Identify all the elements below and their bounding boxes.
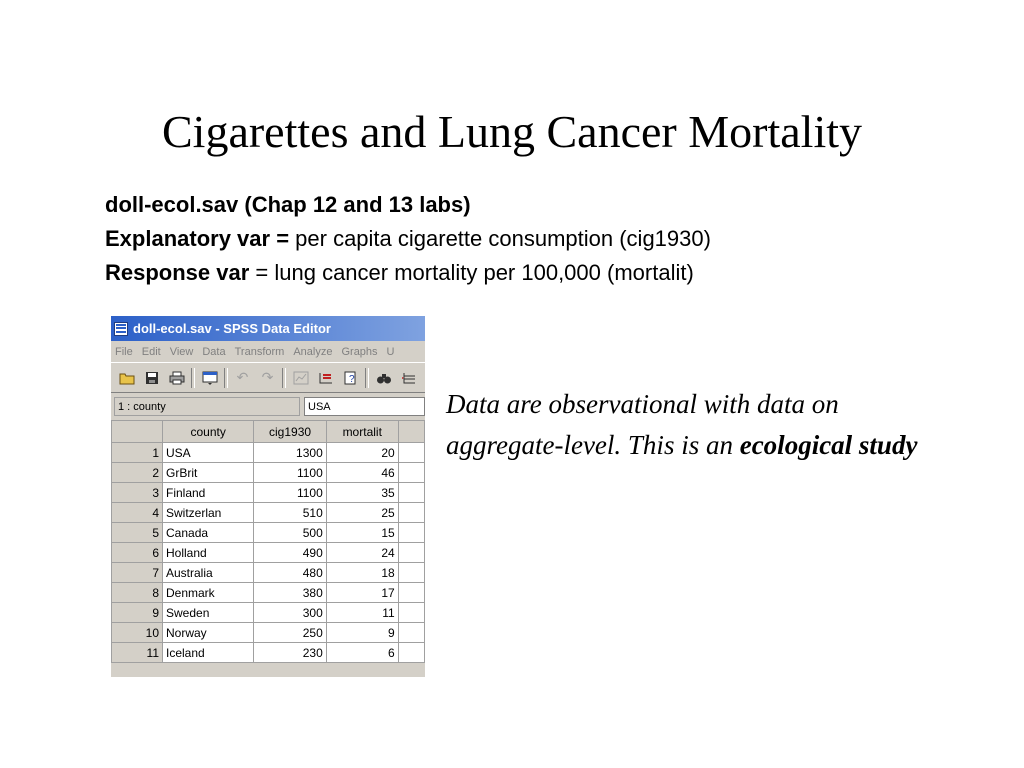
- row-number[interactable]: 4: [112, 503, 163, 523]
- menu-file[interactable]: File: [115, 345, 133, 358]
- row-number[interactable]: 9: [112, 603, 163, 623]
- row-number[interactable]: 7: [112, 563, 163, 583]
- row-number[interactable]: 5: [112, 523, 163, 543]
- table-row: [112, 503, 425, 523]
- column-header-mortalit[interactable]: mortalit: [326, 421, 398, 443]
- cell-empty[interactable]: [398, 603, 424, 623]
- redo-icon[interactable]: ↷: [261, 369, 274, 385]
- cell-county[interactable]: Norway: [163, 623, 254, 643]
- cell-value-input[interactable]: USA: [304, 397, 425, 416]
- cell-mortalit[interactable]: 20: [326, 443, 398, 463]
- cell-cig1930[interactable]: 490: [254, 543, 326, 563]
- cell-empty[interactable]: [398, 543, 424, 563]
- spreadsheet-icon: [114, 322, 128, 336]
- goto-chart-icon[interactable]: [290, 367, 311, 388]
- column-header-cig1930[interactable]: cig1930: [254, 421, 326, 443]
- column-header-empty[interactable]: [398, 421, 424, 443]
- cell-empty[interactable]: [398, 483, 424, 503]
- cell-county[interactable]: Australia: [163, 563, 254, 583]
- cell-cig1930[interactable]: 510: [254, 503, 326, 523]
- cell-cig1930[interactable]: 1100: [254, 483, 326, 503]
- cell-empty[interactable]: [398, 443, 424, 463]
- slide-title: Cigarettes and Lung Cancer Mortality: [161, 106, 863, 157]
- cell-cig1930[interactable]: 1300: [254, 443, 326, 463]
- save-icon[interactable]: [141, 367, 162, 388]
- cell-county[interactable]: Holland: [163, 543, 254, 563]
- table-row: [112, 623, 425, 643]
- print-icon[interactable]: [166, 367, 187, 388]
- cell-cig1930[interactable]: 500: [254, 523, 326, 543]
- cell-mortalit[interactable]: 25: [326, 503, 398, 523]
- row-number[interactable]: 1: [112, 443, 163, 463]
- cell-mortalit[interactable]: 18: [326, 563, 398, 583]
- row-number[interactable]: 11: [112, 643, 163, 663]
- cell-cig1930[interactable]: 380: [254, 583, 326, 603]
- row-number[interactable]: 2: [112, 463, 163, 483]
- toolbar-separator: [224, 368, 228, 388]
- table-row: [112, 563, 425, 583]
- explanatory-line: Explanatory var = per capita cigarette consumption (cig1930): [105, 226, 711, 251]
- row-number[interactable]: 6: [112, 543, 163, 563]
- cell-empty[interactable]: [398, 463, 424, 483]
- menu-edit[interactable]: Edit: [141, 345, 161, 358]
- cell-county[interactable]: Iceland: [163, 643, 254, 663]
- toolbar-separator: [282, 368, 286, 388]
- row-number[interactable]: 8: [112, 583, 163, 603]
- column-header-county[interactable]: county: [163, 421, 254, 443]
- cell-county[interactable]: Canada: [163, 523, 254, 543]
- cell-empty[interactable]: [398, 503, 424, 523]
- goto-case-icon[interactable]: [315, 367, 336, 388]
- cell-mortalit[interactable]: 24: [326, 543, 398, 563]
- row-number[interactable]: 3: [112, 483, 163, 503]
- insert-cases-icon[interactable]: [398, 367, 419, 388]
- undo-icon[interactable]: ↶: [236, 369, 249, 385]
- menu-utilities[interactable]: U: [386, 345, 395, 358]
- cell-county[interactable]: USA: [163, 443, 254, 463]
- cell-mortalit[interactable]: 46: [326, 463, 398, 483]
- cell-county[interactable]: Sweden: [163, 603, 254, 623]
- table-row: [112, 643, 425, 663]
- table-row: [112, 603, 425, 623]
- cell-empty[interactable]: [398, 583, 424, 603]
- cell-mortalit[interactable]: 15: [326, 523, 398, 543]
- cell-empty[interactable]: [398, 523, 424, 543]
- toolbar-separator: [191, 368, 195, 388]
- ecological-study-term: ecological study: [739, 430, 918, 460]
- observational-note: Data are observational with data on aggregate-level. This is an ecological study: [446, 389, 918, 460]
- cell-cig1930[interactable]: 250: [254, 623, 326, 643]
- toolbar: [111, 362, 425, 393]
- table-row: [112, 483, 425, 503]
- cell-empty[interactable]: [398, 623, 424, 643]
- spss-data-editor-window: [111, 316, 425, 677]
- cell-cig1930[interactable]: 1100: [254, 463, 326, 483]
- cell-reference: 1 : county: [114, 397, 300, 416]
- menu-view[interactable]: View: [169, 345, 194, 358]
- cell-mortalit[interactable]: 9: [326, 623, 398, 643]
- data-grid: [111, 420, 425, 663]
- cell-county[interactable]: Finland: [163, 483, 254, 503]
- menu-bar: [111, 341, 425, 362]
- cell-mortalit[interactable]: 6: [326, 643, 398, 663]
- find-icon[interactable]: [373, 367, 394, 388]
- toolbar-separator: [365, 368, 369, 388]
- file-line: doll-ecol.sav (Chap 12 and 13 labs): [105, 192, 471, 217]
- menu-graphs[interactable]: Graphs: [341, 345, 378, 358]
- cell-mortalit[interactable]: 35: [326, 483, 398, 503]
- window-title: doll-ecol.sav - SPSS Data Editor: [133, 321, 331, 336]
- menu-data[interactable]: Data: [202, 345, 226, 358]
- cell-editor-bar: [111, 393, 425, 420]
- variables-icon[interactable]: [340, 367, 361, 388]
- menu-transform[interactable]: Transform: [234, 345, 285, 358]
- row-number[interactable]: 10: [112, 623, 163, 643]
- table-row: [112, 583, 425, 603]
- cell-empty[interactable]: [398, 643, 424, 663]
- cell-county[interactable]: Switzerlan: [163, 503, 254, 523]
- dialog-recall-icon[interactable]: [199, 367, 220, 388]
- cell-cig1930[interactable]: 300: [254, 603, 326, 623]
- window-titlebar[interactable]: [111, 316, 425, 341]
- cell-county[interactable]: GrBrit: [163, 463, 254, 483]
- corner-cell[interactable]: [112, 421, 163, 443]
- dataset-info: [105, 188, 711, 290]
- cell-mortalit[interactable]: 11: [326, 603, 398, 623]
- table-row: [112, 543, 425, 563]
- menu-analyze[interactable]: Analyze: [293, 345, 333, 358]
- header-row: [112, 421, 425, 443]
- cell-cig1930[interactable]: 230: [254, 643, 326, 663]
- svg-text:?: ?: [348, 373, 355, 385]
- response-line: Response var = lung cancer mortality per 100,000 (mortalit): [105, 260, 694, 285]
- open-folder-icon[interactable]: [116, 367, 137, 388]
- cell-empty[interactable]: [398, 563, 424, 583]
- cell-county[interactable]: Denmark: [163, 583, 254, 603]
- cell-mortalit[interactable]: 17: [326, 583, 398, 603]
- table-row: [112, 463, 425, 483]
- table-row: [112, 523, 425, 543]
- table-row: [112, 443, 425, 463]
- cell-cig1930[interactable]: 480: [254, 563, 326, 583]
